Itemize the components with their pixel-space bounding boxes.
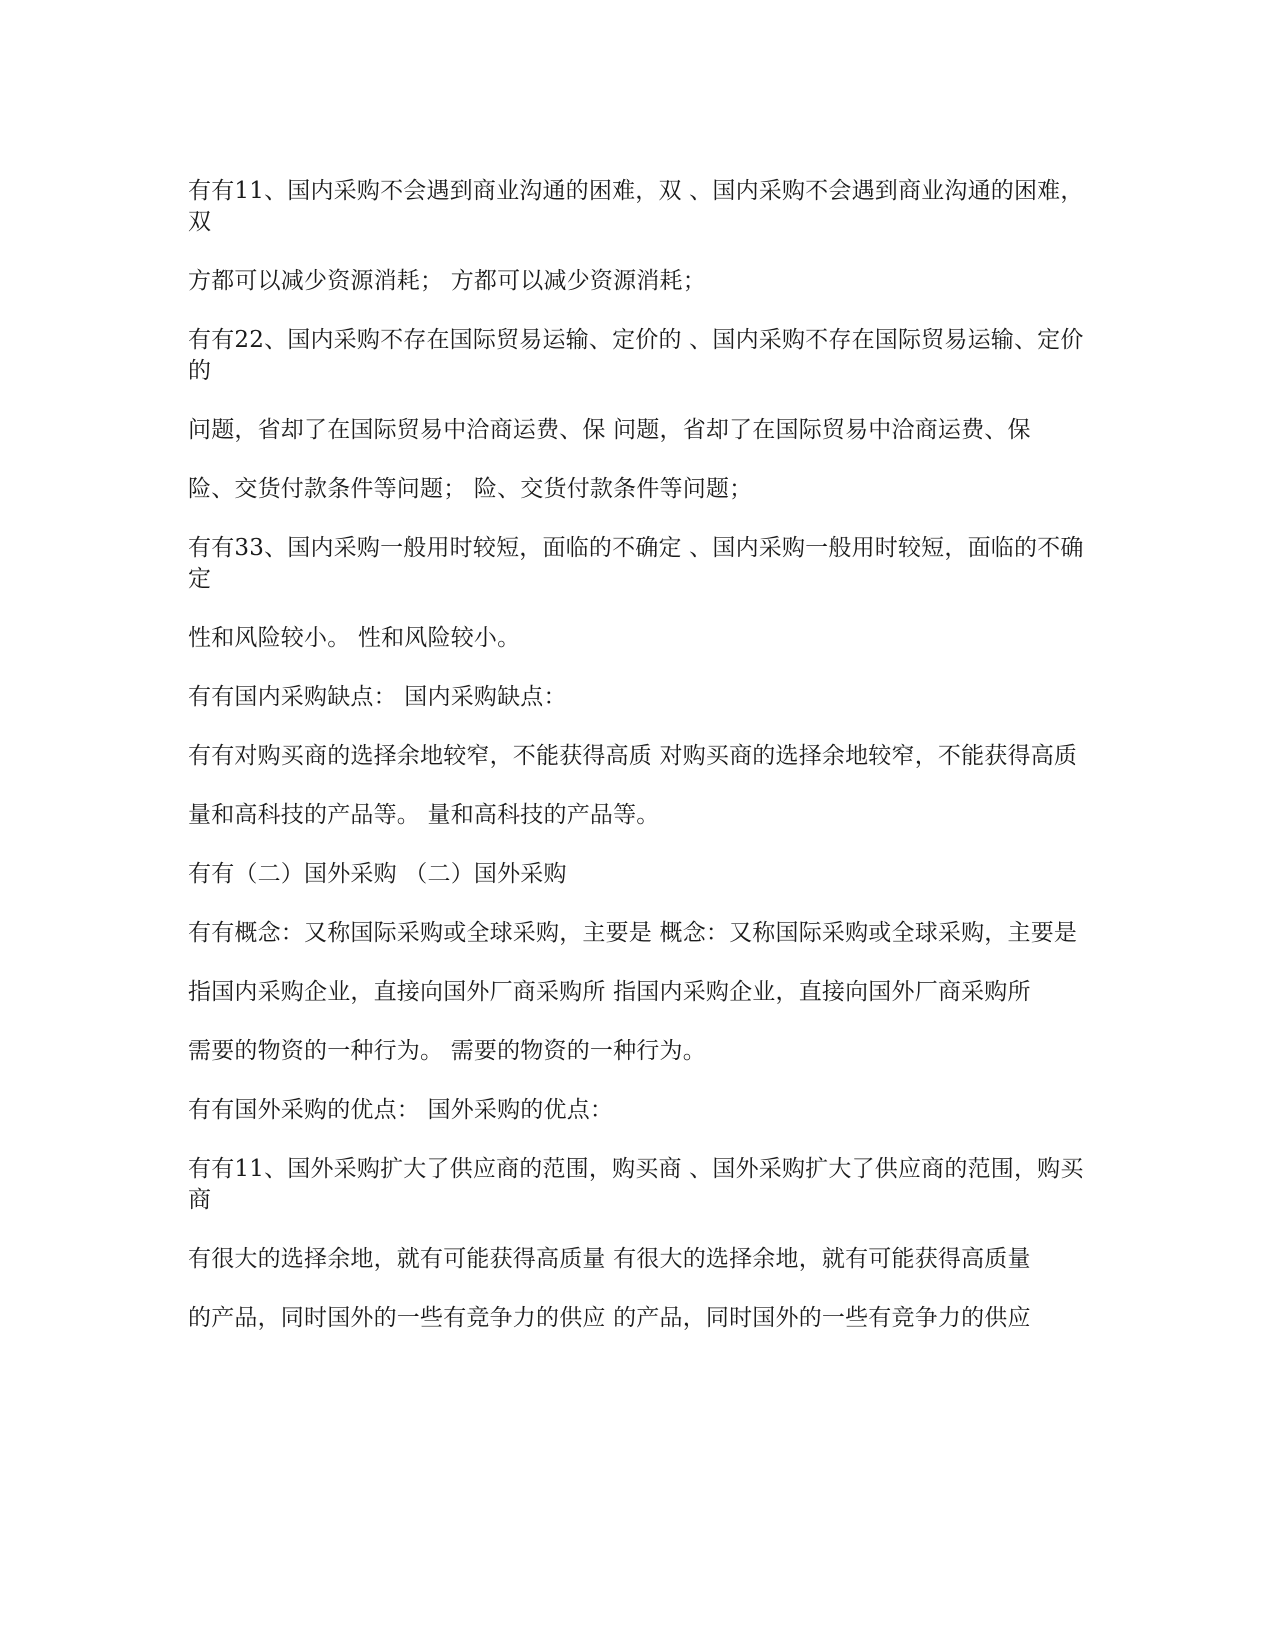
document-body bbox=[188, 176, 1088, 1362]
paragraph: 指国内采购企业，直接向国外厂商采购所 指国内采购企业，直接向国外厂商采购所 bbox=[188, 979, 1031, 1005]
paragraph: 有有国内采购缺点： 国内采购缺点： bbox=[188, 684, 567, 710]
paragraph: 有有国外采购的优点： 国外采购的优点： bbox=[188, 1097, 614, 1123]
paragraph: 有很大的选择余地，就有可能获得高质量 有很大的选择余地，就有可能获得高质量 bbox=[188, 1246, 1031, 1272]
paragraph: 有有对购买商的选择余地较窄，不能获得高质 对购买商的选择余地较窄，不能获得高质 bbox=[188, 743, 1078, 769]
paragraph: 有有概念：又称国际采购或全球采购，主要是 概念：又称国际采购或全球采购，主要是 bbox=[188, 920, 1078, 946]
paragraph: 有有11、国外采购扩大了供应商的范围，购买商 、国外采购扩大了供应商的范围，购买商 bbox=[188, 1156, 1084, 1213]
paragraph: 险、交货付款条件等问题； 险、交货付款条件等问题； bbox=[188, 476, 753, 502]
paragraph: 有有33、国内采购一般用时较短，面临的不确定 、国内采购一般用时较短，面临的不确定 bbox=[188, 535, 1084, 592]
paragraph: 量和高科技的产品等。 量和高科技的产品等。 bbox=[188, 802, 660, 828]
section-heading: 有有（二）国外采购 （二）国外采购 bbox=[188, 861, 567, 887]
paragraph: 性和风险较小。 性和风险较小。 bbox=[188, 625, 521, 651]
paragraph: 方都可以减少资源消耗； 方都可以减少资源消耗； bbox=[188, 268, 706, 294]
paragraph: 的产品，同时国外的一些有竞争力的供应 的产品，同时国外的一些有竞争力的供应 bbox=[188, 1305, 1031, 1331]
paragraph: 需要的物资的一种行为。 需要的物资的一种行为。 bbox=[188, 1038, 706, 1064]
paragraph: 有有22、国内采购不存在国际贸易运输、定价的 、国内采购不存在国际贸易运输、定价的 bbox=[188, 327, 1084, 384]
paragraph: 有有11、国内采购不会遇到商业沟通的困难，双 、国内采购不会遇到商业沟通的困难，双 bbox=[188, 178, 1084, 235]
paragraph: 问题，省却了在国际贸易中洽商运费、保 问题，省却了在国际贸易中洽商运费、保 bbox=[188, 417, 1031, 443]
